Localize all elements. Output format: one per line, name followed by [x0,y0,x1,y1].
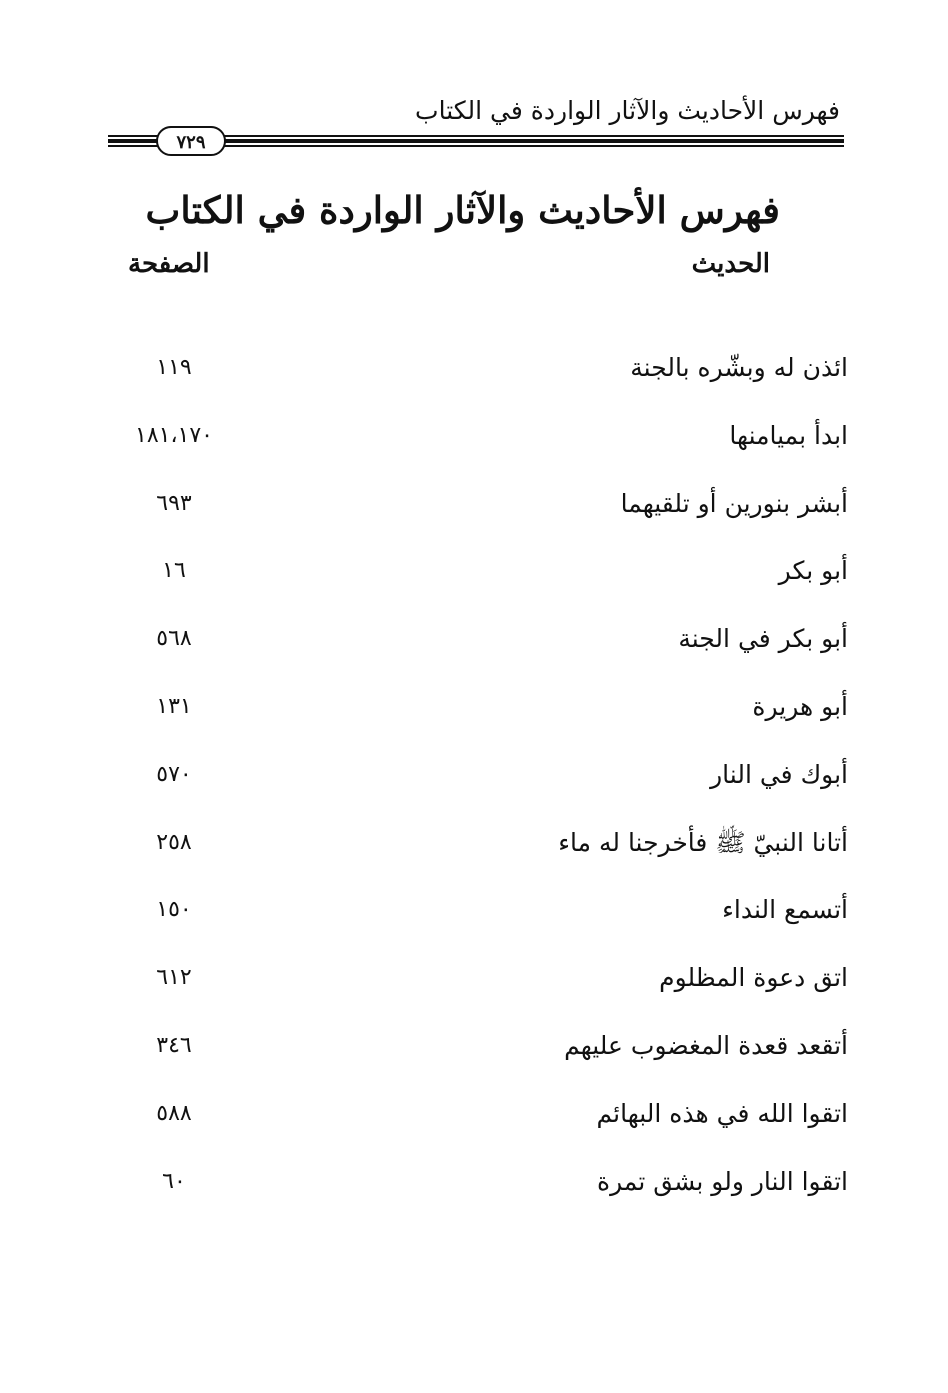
index-entry [108,880,848,948]
entry-page-ref: ١٨١،١٧٠ [135,422,213,448]
column-heading-page: الصفحة [128,249,210,279]
index-entry [108,745,848,813]
entry-hadith-text: أبو هريرة [752,691,848,721]
entry-hadith-text: أبوك في النار [710,759,848,789]
entry-hadith-text: ابدأ بميامنها [729,420,848,450]
entry-hadith-text: اتقوا النار ولو بشق تمرة [596,1166,848,1196]
index-entry [108,1084,848,1152]
column-heading-hadith: الحديث [691,249,770,279]
index-entry [108,1152,848,1220]
entry-hadith-text: أبو بكر في الجنة [678,624,848,654]
header-rule [108,124,844,158]
index-entry [108,338,848,406]
entry-hadith-text: اتقوا الله في هذه البهائم [596,1098,848,1128]
entry-page-ref: ٥٧٠ [156,761,192,787]
entry-hadith-text: اتق دعوة المظلوم [659,963,848,993]
entry-page-ref: ١٦ [162,558,186,584]
entry-hadith-text: أتسمع النداء [722,895,848,925]
index-entry [108,609,848,677]
index-entry [108,813,848,881]
index-entry [108,677,848,745]
hadith-index-list [108,338,848,1219]
entry-hadith-text: أتقعد قعدة المغضوب عليهم [564,1030,848,1060]
entry-page-ref: ٣٤٦ [156,1032,192,1058]
page-title: فهرس الأحاديث والآثار الواردة في الكتاب [145,188,780,232]
index-entry [108,406,848,474]
entry-page-ref: ١٣١ [156,693,192,719]
entry-page-ref: ٥٦٨ [156,626,192,652]
entry-hadith-text: أبو بكر [778,556,848,586]
entry-page-ref: ٦٩٣ [156,490,192,516]
entry-page-ref: ١١٩ [156,355,192,380]
index-entry [108,1016,848,1084]
entry-page-ref: ٢٥٨ [156,829,192,855]
entry-page-ref: ٦١٢ [156,965,192,991]
index-entry [108,541,848,609]
index-entry [108,474,848,542]
entry-page-ref: ٥٨٨ [156,1100,192,1126]
running-header-title: فهرس الأحاديث والآثار الواردة في الكتاب [415,96,840,125]
entry-page-ref: ١٥٠ [156,897,192,923]
entry-hadith-text: أبشر بنورين أو تلقيهما [620,488,848,518]
entry-hadith-text: أتانا النبيّ ﷺ فأخرجنا له ماء [558,827,848,857]
index-entry [108,948,848,1016]
page-number-badge: ٧٢٩ [156,126,226,156]
entry-hadith-text: ائذن له وبشّره بالجنة [630,353,848,382]
entry-page-ref: ٦٠ [162,1168,186,1194]
